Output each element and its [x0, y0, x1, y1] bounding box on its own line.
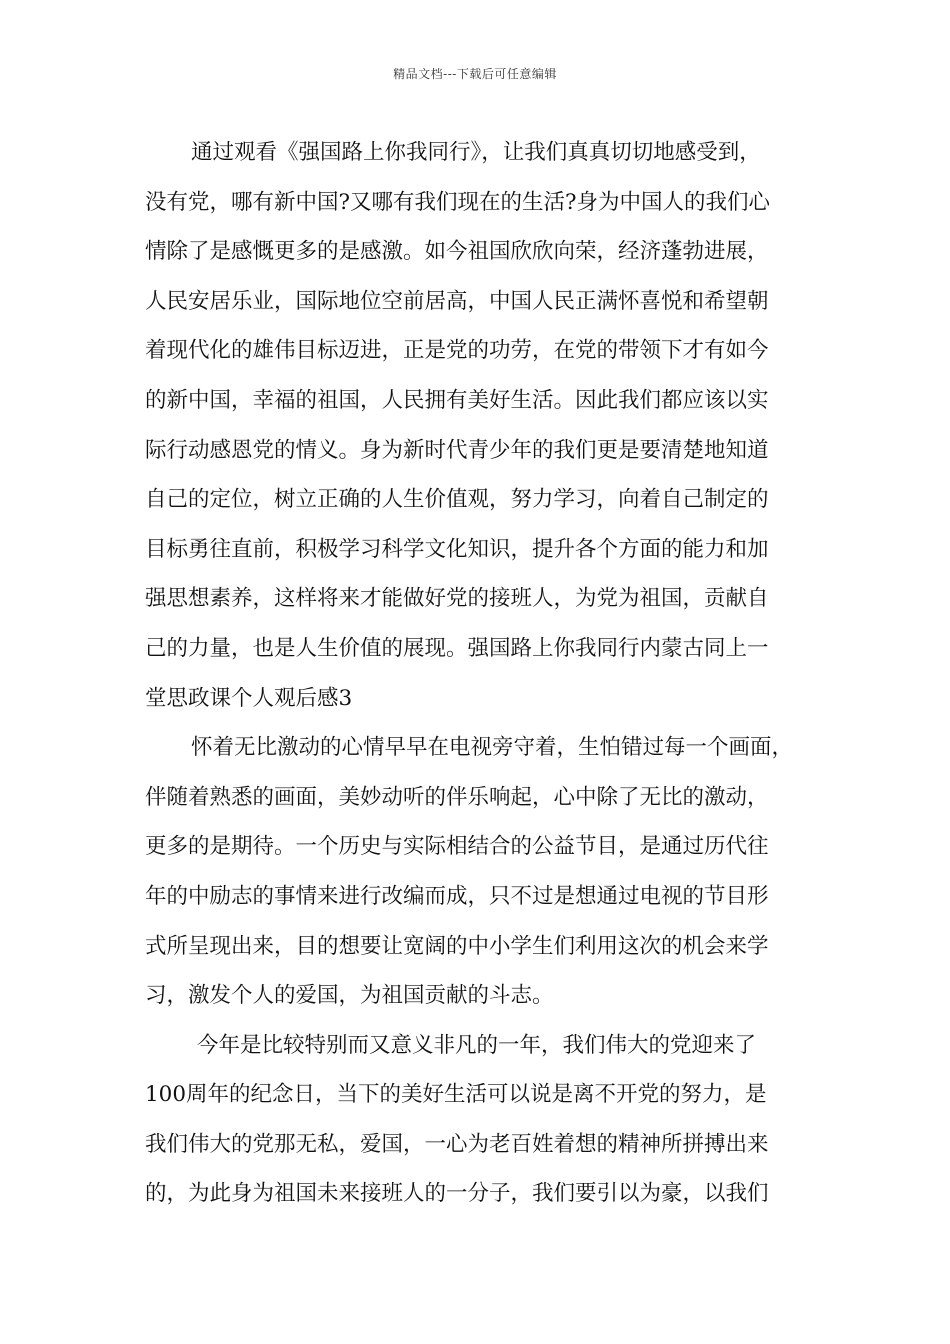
text-line: 际行动感恩党的情义。身为新时代青少年的我们更是要清楚地知道: [145, 437, 769, 463]
text-line: 怀着无比激动的心情早早在电视旁守着，生怕错过每一个画面，: [191, 735, 794, 761]
text-line: 自己的定位，树立正确的人生价值观，努力学习，向着自己制定的: [145, 487, 769, 513]
paragraph-3: [145, 1021, 815, 1219]
text-line: 100周年的纪念日，当下的美好生活可以说是离不开党的努力，是: [145, 1082, 767, 1108]
text-line: 今年是比较特别而又意义非凡的一年，我们伟大的党迎来了: [197, 1032, 757, 1058]
text-line: 习，激发个人的爱国，为祖国贡献的斗志。: [145, 983, 554, 1009]
text-line: 的，为此身为祖国未来接班人的一分子，我们要引以为豪，以我们: [145, 1181, 769, 1207]
text-line: 己的力量，也是人生价值的展现。强国路上你我同行内蒙古同上一: [145, 635, 769, 661]
text-line: 目标勇往直前，积极学习科学文化知识，提升各个方面的能力和加: [145, 536, 769, 562]
text-line: 通过观看《强国路上你我同行》，让我们真真切切地感受到，: [191, 140, 761, 165]
text-line: 情除了是感慨更多的是感激。如今祖国欣欣向荣，经济蓬勃进展，: [145, 239, 769, 265]
paragraph-1: [145, 128, 815, 723]
text-line: 年的中励志的事情来进行改编而成，只不过是想通过电视的节目形: [145, 883, 769, 909]
text-line: 更多的是期待。一个历史与实际相结合的公益节目，是通过历代往: [145, 834, 769, 860]
paragraph-2: [145, 723, 815, 1021]
text-line: 着现代化的雄伟目标迈进，正是党的功劳，在党的带领下才有如今: [145, 338, 769, 364]
text-line: 的新中国，幸福的祖国，人民拥有美好生活。因此我们都应该以实: [145, 387, 769, 413]
document-body: [145, 128, 815, 1219]
text-line: 堂思政课个人观后感3: [145, 685, 353, 711]
text-line: 没有党，哪有新中国?又哪有我们现在的生活?身为中国人的我们心: [145, 189, 771, 215]
text-line: 我们伟大的党那无私，爱国，一心为老百姓着想的精神所拼搏出来: [145, 1131, 769, 1157]
page-header: 精品文档---下载后可任意编辑: [393, 67, 557, 81]
text-line: 强思想素养，这样将来才能做好党的接班人，为党为祖国，贡献自: [145, 586, 769, 612]
text-line: 伴随着熟悉的画面，美妙动听的伴乐响起，心中除了无比的激动，: [145, 784, 769, 810]
text-line: 式所呈现出来，目的想要让宽阔的中小学生们利用这次的机会来学: [145, 933, 769, 959]
text-line: 人民安居乐业，国际地位空前居高，中国人民正满怀喜悦和希望朝: [145, 288, 769, 314]
